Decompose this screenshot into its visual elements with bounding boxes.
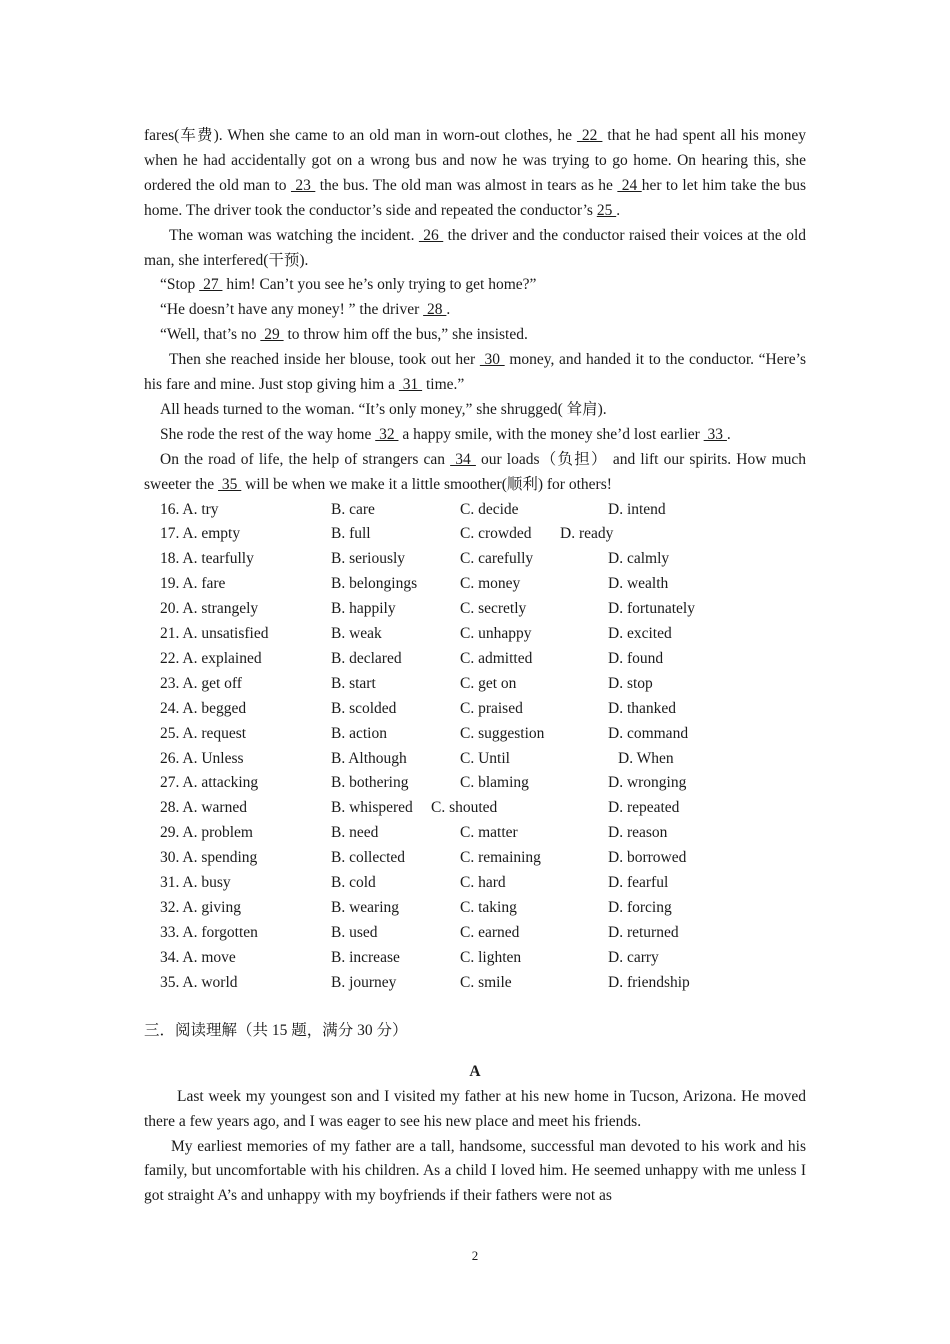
blank-27: 27 — [199, 276, 223, 294]
option-b: B. start — [331, 674, 376, 692]
option-c: C. praised — [460, 699, 523, 717]
option-c: C. crowded — [460, 525, 532, 543]
text-run: will be when we make it a little smoother(顺利) for others! — [241, 475, 612, 493]
answer-options-list — [144, 498, 806, 996]
option-d: D. fearful — [608, 873, 669, 891]
option-b: B. cold — [331, 873, 376, 891]
reading-paragraph-2: My earliest memories of my father are a tall, handsome, successful man devoted to his work and his family, but uncomfortable with his children. As a child I loved him. He seemed unhappy with me unless I got straight A’s and unhappy with my boyfriends if their fathers were not as — [144, 1137, 806, 1205]
option-b: B. weak — [331, 625, 382, 643]
text-run: On the road of life, the help of strangers can — [160, 450, 451, 468]
option-c: C. secretly — [460, 600, 527, 618]
text-run: . — [616, 201, 621, 219]
option-b: B. whispered — [331, 799, 413, 817]
option-row — [144, 672, 806, 697]
option-d: D. borrowed — [608, 849, 687, 867]
option-row — [144, 946, 806, 971]
option-a: 25. A. request — [160, 724, 247, 742]
option-row — [144, 796, 806, 821]
reading-paragraph-1: Last week my youngest son and I visited my father at his new home in Tucson, Arizona. He moved there a few years ago, and I was eager to see his new place and meet his friends. — [144, 1087, 806, 1130]
option-c: C. decide — [460, 500, 519, 518]
option-row — [144, 722, 806, 747]
passage-label: A — [469, 1062, 481, 1080]
option-b: B. belongings — [331, 575, 418, 593]
option-b: B. bothering — [331, 774, 409, 792]
option-d: D. calmly — [608, 550, 670, 568]
option-a: 17. A. empty — [160, 525, 241, 543]
option-b: B. wearing — [331, 898, 400, 916]
option-c: C. suggestion — [460, 724, 545, 742]
cloze-paragraph-7 — [144, 398, 806, 423]
option-c: C. get on — [460, 674, 517, 692]
option-row — [144, 647, 806, 672]
option-c: C. smile — [460, 973, 512, 991]
option-a: 23. A. get off — [160, 674, 242, 692]
option-row — [144, 846, 806, 871]
option-c: C. shouted — [431, 799, 498, 817]
cloze-paragraph-4 — [144, 298, 806, 323]
option-c: C. admitted — [460, 649, 533, 667]
text-run: time.” — [422, 376, 465, 394]
text-run: “Stop — [160, 276, 200, 294]
option-a: 29. A. problem — [160, 824, 253, 842]
option-b: B. action — [331, 724, 387, 742]
option-a: 33. A. forgotten — [160, 923, 258, 941]
option-row — [144, 896, 806, 921]
option-b: B. Although — [331, 749, 407, 767]
blank-30: 30 — [479, 351, 505, 369]
option-b: B. care — [331, 500, 375, 518]
option-a: 16. A. try — [160, 500, 219, 518]
option-a: 26. A. Unless — [160, 749, 244, 767]
cloze-paragraph-2 — [144, 224, 806, 274]
option-b: B. need — [331, 824, 379, 842]
option-b: B. scolded — [331, 699, 397, 717]
text-run: the driver and the conductor raised their voices at the old man, she interfered(干预). — [144, 226, 806, 269]
option-a: 18. A. tearfully — [160, 550, 254, 568]
cloze-paragraph-6 — [144, 348, 806, 398]
option-d: D. thanked — [608, 699, 677, 717]
option-d: D. repeated — [608, 799, 680, 817]
option-d: D. stop — [608, 674, 653, 692]
option-b: B. happily — [331, 600, 396, 618]
option-a: 30. A. spending — [160, 849, 258, 867]
option-a: 20. A. strangely — [160, 600, 259, 618]
option-c: C. remaining — [460, 849, 541, 867]
blank-25: 25 — [596, 201, 617, 219]
option-d: D. forcing — [608, 898, 672, 916]
text-run: the bus. The old man was almost in tears as he — [315, 176, 618, 194]
text-run: that he had spent all his money when he had accidentally got on a wrong bus and now he was trying to go home. On hearing this, she ordered the old man to — [144, 127, 806, 194]
option-d: D. intend — [608, 500, 666, 518]
cloze-paragraph-1 — [144, 124, 806, 224]
text-run: . — [446, 301, 451, 319]
option-a: 21. A. unsatisfied — [160, 625, 269, 643]
text-run: The woman was watching the incident. — [169, 226, 419, 244]
option-c: C. lighten — [460, 948, 522, 966]
option-d: D. friendship — [608, 973, 690, 991]
option-a: 19. A. fare — [160, 575, 226, 593]
text-run: She rode the rest of the way home — [160, 425, 376, 443]
option-row — [144, 971, 806, 996]
text-run: “Well, that’s no — [160, 326, 261, 344]
text-run: our loads（负担） and lift our spirits. How much sweeter the — [144, 450, 807, 493]
option-c: C. money — [460, 575, 521, 593]
text-run: her to let him take the bus home. The driver took the conductor’s side and repeated the conductor’s — [144, 176, 807, 219]
text-run: to throw him off the bus,” she insisted. — [283, 326, 528, 344]
page-number: 2 — [471, 1248, 479, 1263]
cloze-paragraph-3 — [144, 273, 806, 298]
option-c: C. Until — [460, 749, 510, 767]
option-b: B. collected — [331, 849, 406, 867]
option-a: 24. A. begged — [160, 699, 247, 717]
option-row — [144, 871, 806, 896]
blank-33: 33 — [703, 425, 727, 443]
option-d: D. When — [618, 749, 674, 767]
text-run: All heads turned to the woman. “It’s only money,” she shrugged( 耸肩). — [160, 400, 607, 418]
option-a: 28. A. warned — [160, 799, 247, 817]
cloze-paragraph-5 — [144, 323, 806, 348]
option-row — [144, 522, 806, 547]
cloze-paragraph-9 — [144, 448, 806, 498]
option-d: D. wealth — [608, 575, 669, 593]
option-b: B. full — [331, 525, 371, 543]
option-a: 34. A. move — [160, 948, 236, 966]
option-b: B. seriously — [331, 550, 406, 568]
option-a: 27. A. attacking — [160, 774, 259, 792]
option-c: C. blaming — [460, 774, 529, 792]
option-d: D. returned — [608, 923, 679, 941]
text-run: him! Can’t you see he’s only trying to get home?” — [222, 276, 537, 294]
option-a: 32. A. giving — [160, 898, 241, 916]
option-d: D. carry — [608, 948, 659, 966]
option-row — [144, 622, 806, 647]
text-run: . — [726, 425, 731, 443]
option-row — [144, 572, 806, 597]
option-d: D. ready — [560, 525, 614, 543]
blank-32: 32 — [375, 425, 399, 443]
option-a: 31. A. busy — [160, 873, 231, 891]
text-run: “He doesn’t have any money! ” the driver — [160, 301, 424, 319]
option-c: C. earned — [460, 923, 520, 941]
blank-34: 34 — [450, 450, 476, 468]
blank-26: 26 — [418, 226, 444, 244]
blank-22: 22 — [576, 127, 603, 144]
text-run: money, and handed it to the conductor. “Here’s his fare and mine. Just stop giving him a — [144, 351, 806, 394]
option-row — [144, 547, 806, 572]
option-a: 35. A. world — [160, 973, 238, 991]
option-row — [144, 597, 806, 622]
option-c: C. carefully — [460, 550, 534, 568]
option-b: B. used — [331, 923, 378, 941]
section-title: 三．阅读理解（共 15 题，满分 30 分） — [144, 1022, 408, 1040]
option-row — [144, 498, 806, 523]
text-run: fares(车费). When she came to an old man in worn-out clothes, he — [144, 127, 577, 144]
blank-35: 35 — [218, 475, 242, 493]
page-content — [144, 124, 806, 1209]
option-d: D. excited — [608, 625, 672, 643]
option-c: C. unhappy — [460, 625, 532, 643]
option-c: C. hard — [460, 873, 506, 891]
blank-24: 24 — [617, 176, 642, 194]
option-b: B. declared — [331, 649, 402, 667]
option-row — [144, 697, 806, 722]
blank-29: 29 — [260, 326, 284, 344]
blank-28: 28 — [423, 301, 447, 319]
option-row — [144, 771, 806, 796]
option-b: B. journey — [331, 973, 397, 991]
cloze-paragraph-8 — [144, 423, 806, 448]
option-d: D. fortunately — [608, 600, 695, 618]
text-run: Then she reached inside her blouse, took out her — [169, 351, 480, 369]
blank-31: 31 — [398, 376, 423, 394]
blank-23: 23 — [290, 176, 316, 194]
option-d: D. reason — [608, 824, 668, 842]
option-d: D. wronging — [608, 774, 687, 792]
option-row — [144, 821, 806, 846]
text-run: a happy smile, with the money she’d lost earlier — [398, 425, 704, 443]
option-row — [144, 921, 806, 946]
option-a: 22. A. explained — [160, 649, 262, 667]
option-d: D. command — [608, 724, 689, 742]
option-c: C. matter — [460, 824, 518, 842]
option-row — [144, 747, 806, 772]
option-c: C. taking — [460, 898, 517, 916]
option-d: D. found — [608, 649, 664, 667]
option-b: B. increase — [331, 948, 400, 966]
